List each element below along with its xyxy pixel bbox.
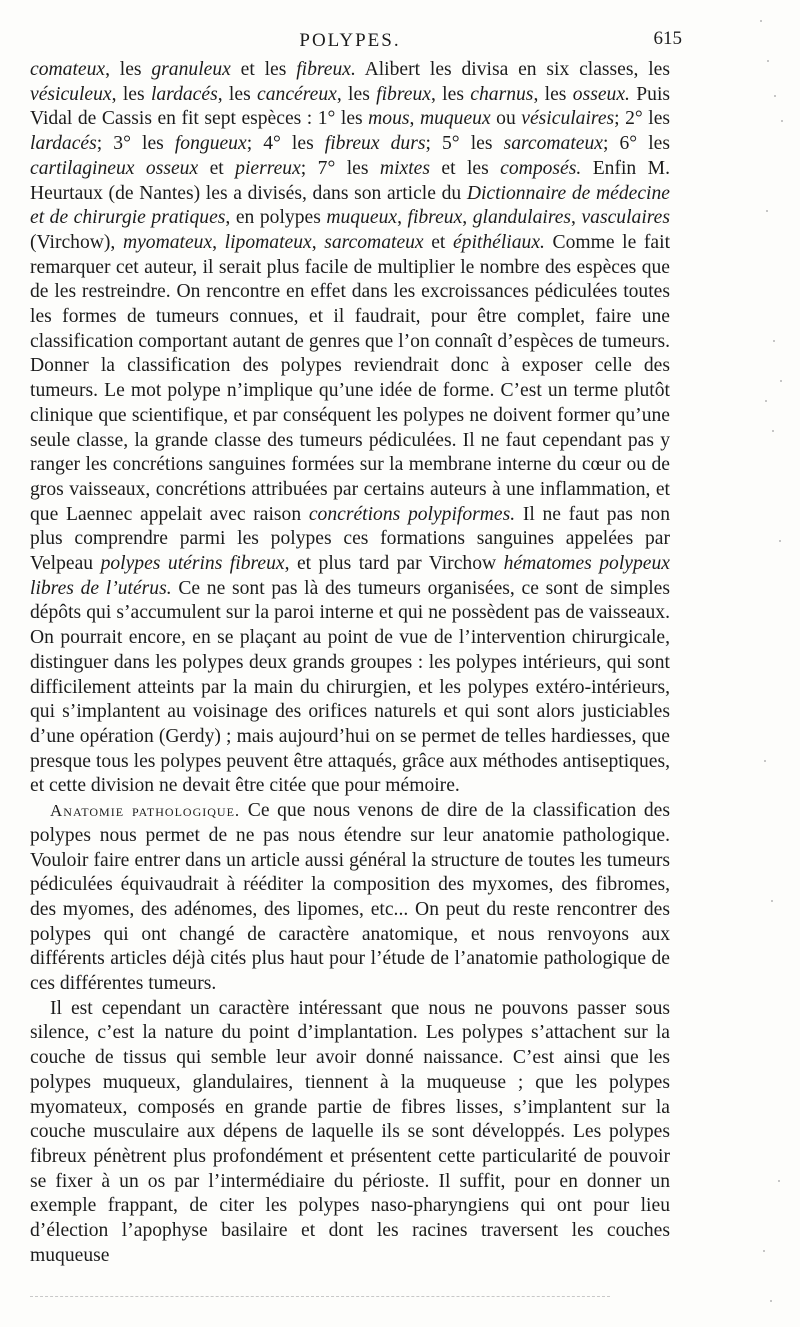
text-run: Il est cependant un caractère intéressant que nous ne pouvons passer sous silence, c’est la nature du point d’implantation. Les polypes s’attachent sur la couche de tissus qui semble leur avoir donné naissance. C’est ainsi que les polypes muqueux, glandulaires, tiennent à la muqueuse ; que les polypes myomateux, composés en grande partie de fibres lisses, s’implantent sur la couche musculaire aux dépens de laquelle ils se sont développés. Les polypes fibreux pénètrent plus profondément et présentent cette particularité de pouvoir se fixer à un os par l’intermédiaire du périoste. Il suffit, pour en donner un exemple frappant, de citer les polypes naso-pharyngiens qui ont pour lieu d’élection l’apophyse basilaire et dont les racines traversent les couches muqueuse xyxy=(30,997,670,1266)
scan-speck xyxy=(766,210,768,212)
italic-term: sarcomateux xyxy=(503,133,603,155)
italic-term: mous xyxy=(368,108,410,130)
scan-speck xyxy=(764,760,766,762)
scan-speck xyxy=(770,1300,772,1302)
text-run: Enfin M. Heurtaux (de Nantes) les a divisés, dans son article du xyxy=(30,157,670,204)
italic-term: Dictionnaire de médecine et de chirurgie pratiques xyxy=(30,182,670,229)
scan-speck xyxy=(780,380,782,382)
text-run: ; 6° les xyxy=(602,133,670,155)
italic-term: fongueux xyxy=(174,133,247,155)
scan-speck xyxy=(781,120,783,122)
italic-term: fibreux durs xyxy=(324,133,426,155)
text-run: , les xyxy=(430,83,471,105)
scan-speck xyxy=(763,1250,765,1252)
italic-term: vésiculaires xyxy=(521,108,615,130)
running-title: POLYPES. xyxy=(299,30,401,51)
text-run: et xyxy=(198,157,236,179)
italic-term: mixtes xyxy=(379,157,430,179)
body-text xyxy=(30,58,670,1268)
italic-term: épithéliaux. xyxy=(452,231,545,253)
text-run: et xyxy=(423,231,453,253)
italic-term: fibreux xyxy=(376,83,431,105)
italic-term: vasculaires xyxy=(581,207,670,229)
text-run: Il ne faut pas non plus comprendre parmi les polypes ces formations sanguines appelées par Velpeau xyxy=(30,503,670,575)
page-number: 615 xyxy=(653,28,682,49)
italic-term: sarcomateux xyxy=(324,231,424,253)
italic-term: vésiculeux xyxy=(30,83,112,105)
scan-speck xyxy=(774,95,776,97)
text-run: , les xyxy=(533,83,573,105)
text-run: , les xyxy=(336,83,377,105)
italic-term: osseux. xyxy=(572,83,630,105)
text-run: et les xyxy=(230,59,297,80)
text-run: Ce que nous venons de dire de la classification des polypes nous permet de ne pas nous étendre sur leur anatomie pathologique. Vouloir faire entrer dans un article aussi général la structure de toutes les tumeurs pédiculées équivaudrait à rééditer la composition des myxomes, des fibromes, des myomes, des adénomes, des lipomes, etc... On peut du reste rencontrer des polypes qui ont changé de caractère anatomique, et nous renvoyons aux différents articles déjà cités plus haut pour l’étude de l’anatomie pathologique de ces différentes tumeurs. xyxy=(30,800,670,995)
scan-speck xyxy=(772,430,774,432)
text-run: , et plus tard par Virchow xyxy=(284,553,504,575)
text-run: , xyxy=(462,207,473,229)
scan-speck xyxy=(771,900,773,902)
scan-speck xyxy=(765,400,767,402)
text-run: , les xyxy=(105,59,152,80)
scan-speck xyxy=(779,540,781,542)
scan-speck xyxy=(767,60,769,62)
text-run: Alibert les divisa en six classes, les xyxy=(355,59,670,80)
scan-speck xyxy=(773,340,775,342)
text-run: , xyxy=(311,231,325,253)
text-run: et les xyxy=(429,157,501,179)
text-run: ; 4° les xyxy=(246,133,325,155)
italic-term: lipomateux xyxy=(224,231,312,253)
italic-term: muqueux xyxy=(419,108,491,130)
italic-term: cartilagineux osseux xyxy=(30,157,199,179)
text-run: Puis Vidal de Cassis en fit sept espèces : 1° les xyxy=(30,83,671,130)
paragraph-anatomie-pathologique xyxy=(30,799,670,997)
italic-term: hématomes polypeux libres de l’utérus. xyxy=(30,553,670,599)
italic-term: myomateux xyxy=(122,231,213,253)
text-run: , en polypes xyxy=(225,207,327,229)
italic-term: composés. xyxy=(500,157,582,179)
margin-specks xyxy=(752,0,792,1327)
text-run: ; 2° les xyxy=(614,108,671,130)
text-run: , xyxy=(397,207,408,229)
paragraph-point-implantation xyxy=(30,997,670,1269)
text-run: ; 5° les xyxy=(425,133,504,155)
section-heading: Anatomie pathologique. xyxy=(50,801,241,821)
italic-term: glandulaires xyxy=(472,207,572,229)
scan-speck xyxy=(778,1180,780,1182)
italic-term: charnus xyxy=(470,83,534,105)
text-run: (Virchow), xyxy=(30,231,123,253)
italic-term: concrétions polypiformes. xyxy=(308,503,516,525)
text-run: , xyxy=(212,231,225,253)
paragraph-classification xyxy=(30,58,670,799)
text-run: ; 7° les xyxy=(300,157,380,179)
italic-term: pierreux xyxy=(235,157,301,179)
italic-term: polypes utérins fibreux xyxy=(100,553,285,575)
scan-speck xyxy=(760,20,762,22)
text-run: , xyxy=(571,207,582,229)
text-run: , les xyxy=(111,83,151,105)
italic-term: lardacés xyxy=(30,133,97,155)
italic-term: fibreux. xyxy=(296,59,356,80)
text-run: , xyxy=(409,108,420,130)
text-run: Comme le fait remarquer cet auteur, il serait plus facile de multiplier le nombre des espèces que de les restreindre. On rencontre en effet dans les excroissances pédiculées toutes les formes de tumeurs connues, et il faudrait, pour être complet, faire une classification comportant autant de genres que l’on connaît d’espèces de tumeurs. Donner la classification des polypes reviendrait donc à exposer celle des tumeurs. Le mot polype n’implique qu’une idée de forme. C’est un terme plutôt clinique que scientifique, et par conséquent les polypes ne doivent former qu’une seule classe, la grande classe des tumeurs pédiculées. Il ne faut cependant pas y ranger les concrétions sanguines formées sur la membrane interne du cœur ou de gros vaisseaux, concrétions attribuées par certains auteurs à une inflammation, et que Laennec appelait avec raison xyxy=(30,231,671,525)
text-run: , les xyxy=(217,83,258,105)
italic-term: muqueux xyxy=(326,207,398,229)
footer-rule xyxy=(30,1296,610,1297)
italic-term: granuleux xyxy=(151,59,231,80)
text-run: ou xyxy=(490,108,522,130)
text-run: ; 3° les xyxy=(96,133,175,155)
page-header xyxy=(30,28,682,56)
italic-term: comateux xyxy=(30,59,106,80)
italic-term: fibreux xyxy=(407,207,463,229)
italic-term: cancéreux xyxy=(257,83,337,105)
text-run: Ce ne sont pas là des tumeurs organisées, ce sont de simples dépôts qui s’accumulent sur la paroi interne et qui ne possèdent pas de vaisseaux. On pourrait encore, en se plaçant au point de vue de l’intervention chirurgicale, distinguer dans les polypes deux grands groupes : les polypes intérieurs, qui sont difficilement atteints par la main du chirurgien, et les polypes extéro-intérieurs, qui s’implantent au voisinage des orifices naturels et qui sont alors justiciables d’une opération (Gerdy) ; mais aujourd’hui on se permet de telles hardiesses, que presque tous les polypes peuvent être attaqués, grâce aux méthodes antiseptiques, et cette division ne devait être citée que pour mémoire. xyxy=(30,577,671,797)
italic-term: lardacés xyxy=(150,83,218,105)
